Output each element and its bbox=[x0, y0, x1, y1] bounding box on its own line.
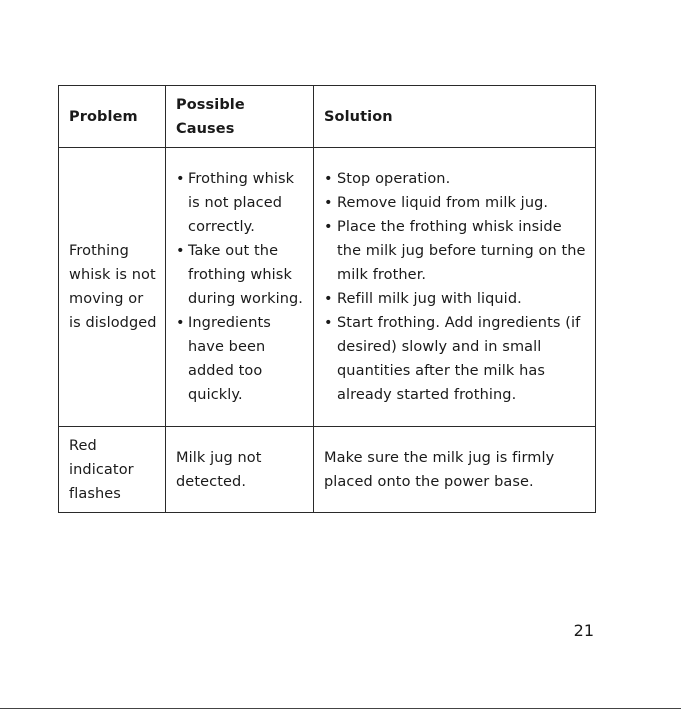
list-item: • Remove liquid from milk jug. bbox=[324, 191, 587, 215]
list-item: • Ingredients have been added too quickly. bbox=[176, 311, 305, 407]
header-problem: Problem bbox=[59, 86, 166, 148]
header-solution: Solution bbox=[314, 86, 596, 148]
list-item: • Place the frothing whisk inside the milk jug before turning on the milk frother. bbox=[324, 215, 587, 287]
header-possible-causes: Possible Causes bbox=[166, 86, 314, 148]
solution-cell bbox=[314, 148, 596, 427]
list-item: • Stop operation. bbox=[324, 167, 587, 191]
troubleshooting-table bbox=[58, 85, 596, 513]
table-row bbox=[59, 148, 596, 427]
bottom-divider bbox=[0, 708, 681, 709]
causes-cell bbox=[166, 148, 314, 427]
solution-cell bbox=[314, 427, 596, 513]
problem-cell bbox=[59, 427, 166, 513]
solutions-list bbox=[324, 167, 587, 407]
list-item: • Start frothing. Add ingredients (if desired) slowly and in small quantities after the milk has already started frothing. bbox=[324, 311, 587, 407]
page-number: 21 bbox=[573, 621, 594, 640]
problem-text: Frothing whisk is not moving or is dislodged bbox=[69, 243, 157, 331]
list-item: • Refill milk jug with liquid. bbox=[324, 287, 587, 311]
problem-text: Red indicator flashes bbox=[69, 437, 134, 502]
causes-list bbox=[176, 167, 305, 407]
table-header-row bbox=[59, 86, 596, 148]
solution-text: Make sure the milk jug is firmly placed onto the power base. bbox=[324, 449, 555, 490]
cause-text: Milk jug not detected. bbox=[176, 449, 262, 490]
list-item: • Take out the frothing whisk during working. bbox=[176, 239, 305, 311]
table-row bbox=[59, 427, 596, 513]
problem-cell bbox=[59, 148, 166, 427]
causes-cell bbox=[166, 427, 314, 513]
list-item: • Frothing whisk is not placed correctly. bbox=[176, 167, 305, 239]
